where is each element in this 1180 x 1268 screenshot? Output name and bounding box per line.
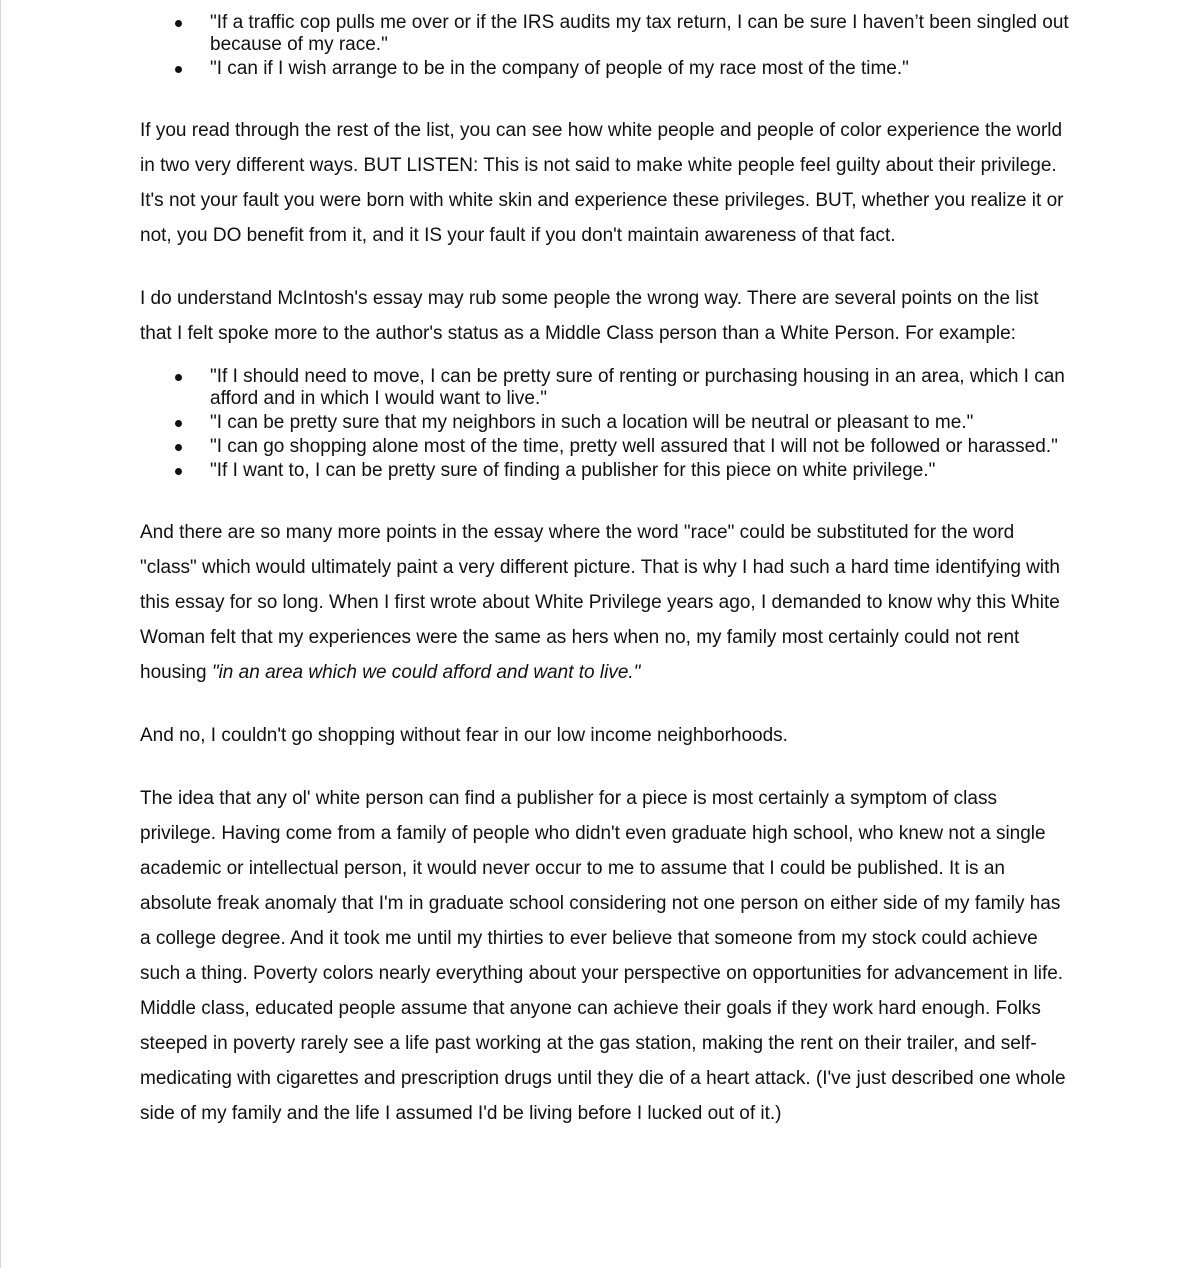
- list-item-text: "I can be pretty sure that my neighbors in such a location will be neutral or pleasant to me.": [210, 412, 974, 433]
- paragraph-publisher: The idea that any ol' white person can find a publisher for a piece is most certainly a symptom of class privilege. Having come from a family of people who didn't even graduate high school, who knew not a single academic or intellectual person, it would never occur to me to assume that I could be published. It is an absolute freak anomaly that I'm in graduate school considering not one person on either side of my family has a college degree. And it took me until my thirties to ever believe that someone from my stock could achieve such a thing. Poverty colors nearly everything about your perspective on opportunities for advancement in life. Middle class, educated people assume that anyone can achieve their goals if they work hard enough. Folks steeped in poverty rarely see a life past working at the gas station, making the rent on their trailer, and self-medicating with cigarettes and prescription drugs until they die of a heart attack. (I've just described one whole side of my family and the life I assumed I'd be living before I lucked out of it.): [140, 788, 1066, 1124]
- list-item: [140, 436, 1070, 458]
- bullet-icon: [175, 420, 182, 427]
- list-item: [140, 58, 1070, 80]
- paragraph-race-class: [140, 515, 1070, 690]
- bullet-icon: [175, 20, 182, 27]
- list-item: [140, 366, 1070, 410]
- page-left-edge: [0, 0, 1, 1268]
- paragraph-mcintosh: I do understand McIntosh's essay may rub some people the wrong way. There are several points on the list that I felt spoke more to the author's status as a Middle Class person than a White Person. For example:: [140, 288, 1039, 344]
- list-item-text: "If I should need to move, I can be pretty sure of renting or purchasing housing in an area, which I can afford and in which I would want to live.": [210, 366, 1065, 409]
- bullet-icon: [175, 444, 182, 451]
- document-page: [140, 0, 1070, 1131]
- list-item-text: "If a traffic cop pulls me over or if the IRS audits my tax return, I can be sure I haven’t been singled out because of my race.": [210, 12, 1069, 55]
- paragraph-text: And there are so many more points in the essay where the word "race" could be substituted for the word "class" which would ultimately paint a very different picture. That is why I had such a hard time identifying with this essay for so long. When I first wrote about White Privilege years ago, I demanded to know why this White Woman felt that my experiences were the same as hers when no, my family most certainly could not rent housing: [140, 522, 1060, 683]
- list-item-text: "If I want to, I can be pretty sure of finding a publisher for this piece on white privilege.": [210, 460, 936, 481]
- quote-list-2: [140, 366, 1070, 482]
- bullet-icon: [175, 468, 182, 475]
- list-item-text: "I can if I wish arrange to be in the company of people of my race most of the time.": [210, 58, 909, 79]
- list-item: [140, 412, 1070, 434]
- list-item: [140, 460, 1070, 482]
- paragraph-shopping: And no, I couldn't go shopping without fear in our low income neighborhoods.: [140, 725, 788, 746]
- quote-list-1: [140, 12, 1070, 80]
- list-item-text: "I can go shopping alone most of the time, pretty well assured that I will not be followed or harassed.": [210, 436, 1058, 457]
- italic-quote: "in an area which we could afford and want to live.": [211, 662, 641, 683]
- bullet-icon: [175, 374, 182, 381]
- bullet-icon: [175, 66, 182, 73]
- paragraph-privilege: If you read through the rest of the list, you can see how white people and people of color experience the world in two very different ways. BUT LISTEN: This is not said to make white people feel guilty about their privilege. It's not your fault you were born with white skin and experience these privileges. BUT, whether you realize it or not, you DO benefit from it, and it IS your fault if you don't maintain awareness of that fact.: [140, 120, 1064, 246]
- list-item: [140, 12, 1070, 56]
